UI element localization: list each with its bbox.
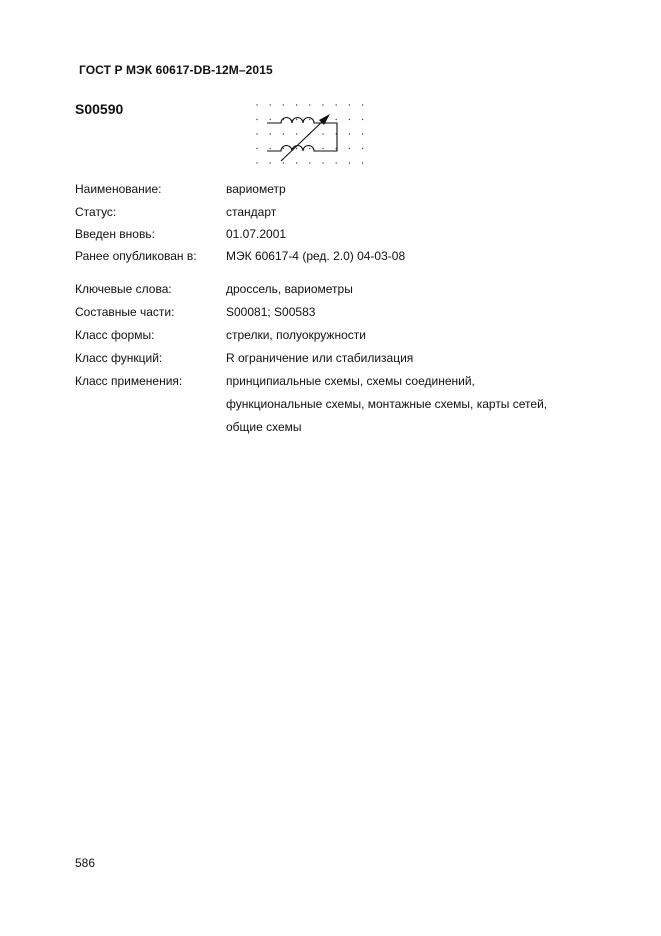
grid-dot bbox=[309, 162, 310, 163]
grid-dot bbox=[283, 133, 284, 134]
field-value: S00081; S00583 bbox=[226, 305, 316, 319]
grid-dot bbox=[309, 148, 310, 149]
grid-dot bbox=[322, 162, 323, 163]
field-label: Класс формы: bbox=[75, 328, 155, 342]
grid-dot bbox=[336, 104, 337, 105]
field-value: 01.07.2001 bbox=[226, 227, 287, 241]
grid-dot bbox=[322, 133, 323, 134]
grid-dot bbox=[270, 104, 271, 105]
field-value: стрелки, полуокружности bbox=[226, 328, 366, 342]
field-value: принципиальные схемы, схемы соединений, функциональные схемы, монтажные схемы, карты сетей, общие схемы bbox=[226, 374, 548, 434]
grid-dot bbox=[283, 162, 284, 163]
field-value: дроссель, вариометры bbox=[226, 282, 353, 296]
grid-dot bbox=[362, 162, 363, 163]
grid-dot bbox=[362, 119, 363, 120]
grid-dot bbox=[309, 119, 310, 120]
grid-dot bbox=[349, 162, 350, 163]
grid-dot bbox=[296, 104, 297, 105]
grid-dot bbox=[322, 104, 323, 105]
grid-dot bbox=[349, 104, 350, 105]
field-label: Статус: bbox=[75, 205, 117, 219]
page-number: 586 bbox=[75, 856, 96, 870]
grid-dot bbox=[362, 104, 363, 105]
field-label: Составные части: bbox=[75, 305, 175, 319]
grid-dot bbox=[270, 148, 271, 149]
field-label: Ранее опубликован в: bbox=[75, 249, 197, 263]
grid-dot bbox=[362, 148, 363, 149]
grid-dot bbox=[296, 119, 297, 120]
grid-dot bbox=[270, 162, 271, 163]
grid-dot bbox=[336, 162, 337, 163]
field-label: Наименование: bbox=[75, 182, 162, 196]
symbol-code: S00590 bbox=[75, 101, 124, 117]
field-value: стандарт bbox=[226, 205, 277, 219]
grid-dot bbox=[283, 104, 284, 105]
field-value: МЭК 60617-4 (ред. 2.0) 04-03-08 bbox=[226, 249, 406, 263]
grid-dot bbox=[322, 148, 323, 149]
grid-dot bbox=[256, 119, 257, 120]
document-header: ГОСТ Р МЭК 60617-DB-12M–2015 bbox=[79, 63, 273, 77]
field-value: R ограничение или стабилизация bbox=[226, 351, 414, 365]
grid-dot bbox=[256, 133, 257, 134]
grid-dot bbox=[256, 162, 257, 163]
grid-dot bbox=[349, 148, 350, 149]
field-label: Ключевые слова: bbox=[75, 282, 172, 296]
grid-dot bbox=[270, 119, 271, 120]
field-label: Класс функций: bbox=[75, 351, 163, 365]
field-label: Класс применения: bbox=[75, 374, 183, 388]
grid-dot bbox=[309, 104, 310, 105]
grid-dot bbox=[296, 162, 297, 163]
grid-dot bbox=[296, 148, 297, 149]
grid-dot bbox=[349, 133, 350, 134]
field-value: вариометр bbox=[226, 182, 286, 196]
field-label: Введен вновь: bbox=[75, 227, 155, 241]
grid-dot bbox=[362, 133, 363, 134]
grid-dot bbox=[296, 133, 297, 134]
grid-dot bbox=[256, 104, 257, 105]
grid-dot bbox=[270, 133, 271, 134]
grid-dot bbox=[256, 148, 257, 149]
grid-dot bbox=[283, 148, 284, 149]
grid-dot bbox=[349, 119, 350, 120]
variometer-symbol-icon bbox=[253, 99, 367, 175]
grid-dot bbox=[336, 119, 337, 120]
